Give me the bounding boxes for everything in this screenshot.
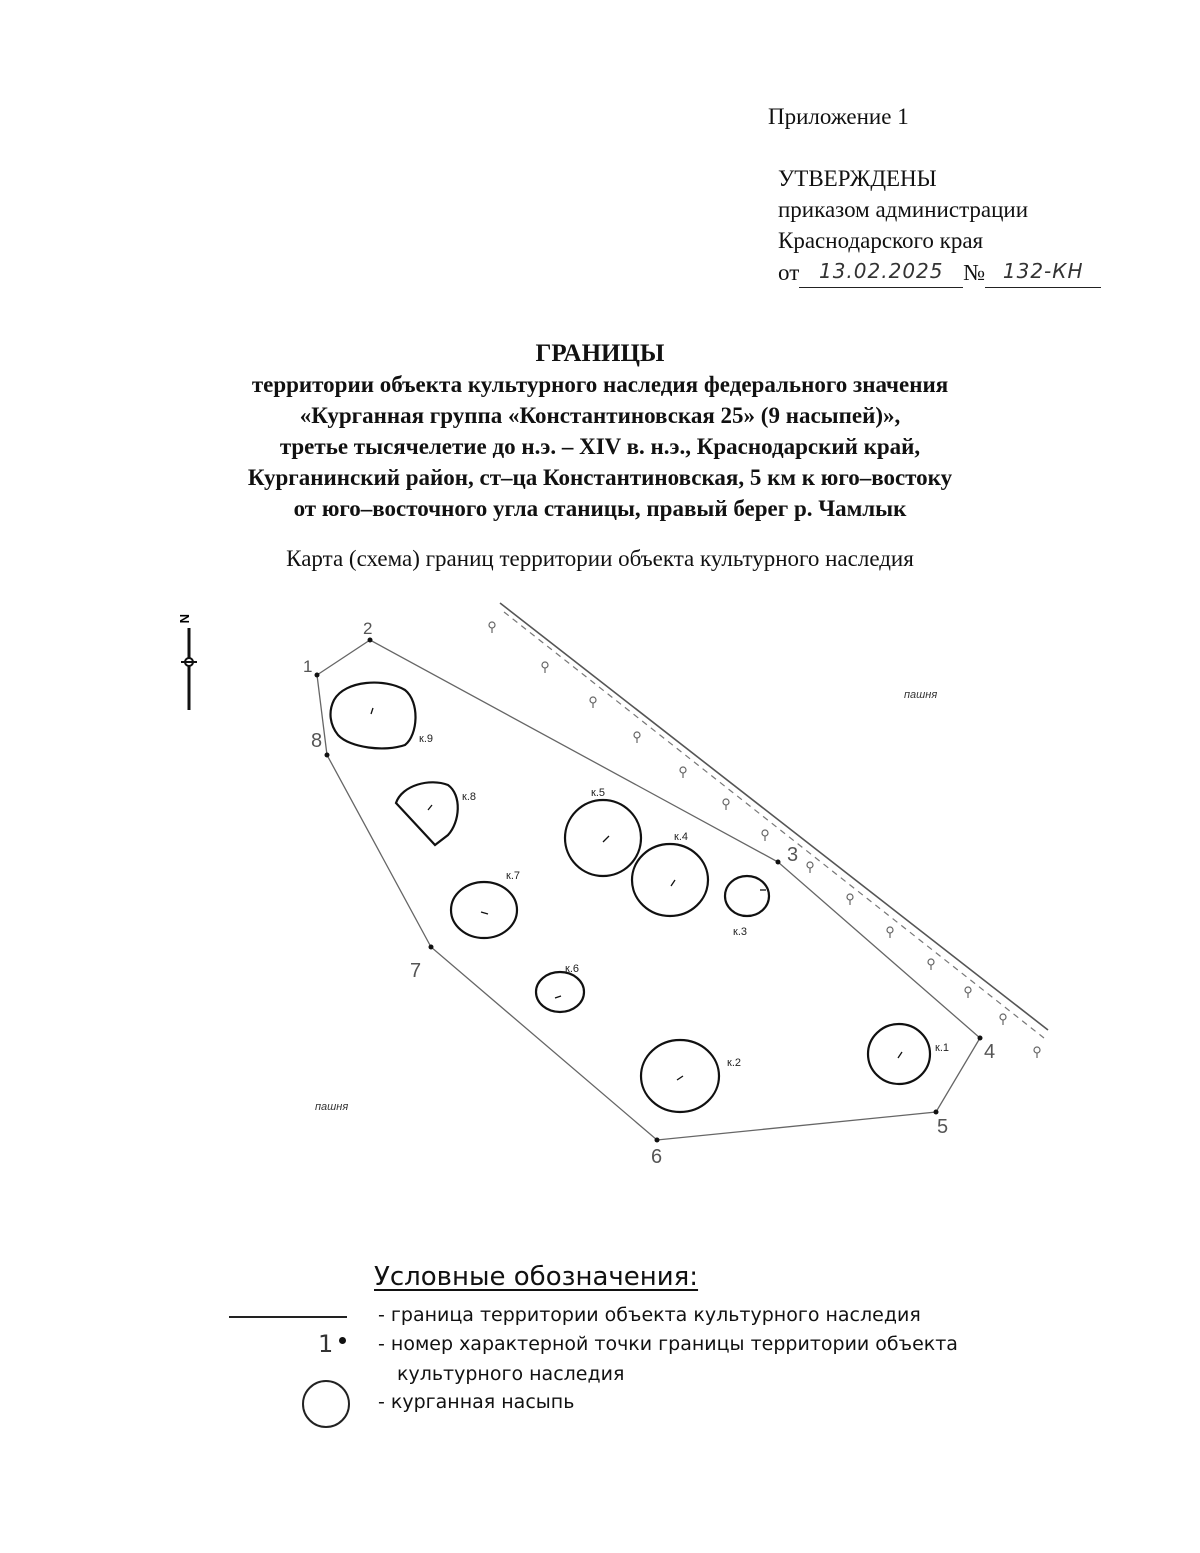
tree-icon (542, 662, 548, 673)
tree-icon (590, 697, 596, 708)
document-title (0, 338, 1200, 524)
point-label-6: 6 (651, 1146, 663, 1168)
legend-point-text-2: культурного наследия (397, 1363, 625, 1385)
mound-label-5: к.5 (591, 787, 605, 799)
legend-boundary-symbol (229, 1316, 347, 1318)
map-caption: Карта (схема) границ территории объекта культурного наследия (286, 546, 914, 571)
date-prefix: от (778, 260, 800, 285)
north-arrow-icon (177, 614, 197, 710)
mound-centers (371, 708, 902, 1080)
point-label-4: 4 (984, 1041, 996, 1063)
mound-8 (396, 782, 458, 845)
title-line-4: Курганинский район, ст–ца Константиновская, 5 км к юго–востоку (247, 465, 953, 490)
mound-9 (331, 683, 416, 749)
legend-title: Условные обозначения: (374, 1262, 699, 1292)
approval-block (778, 163, 1101, 288)
tree-icon (928, 959, 934, 970)
mound-label-7: к.7 (506, 870, 520, 882)
tree-symbols (489, 622, 1040, 1058)
order-date: 13.02.2025 (799, 256, 963, 288)
field-label-upper: пашня (904, 689, 938, 701)
tree-icon (1000, 1014, 1006, 1025)
boundary-map (0, 590, 1200, 1230)
legend-point-number: 1 (318, 1330, 334, 1358)
mound-3 (725, 876, 769, 916)
order-number: 132-КН (985, 256, 1101, 288)
mound-label-9: к.9 (419, 733, 433, 745)
order-line-1: приказом администрации (778, 197, 1029, 222)
tree-icon (723, 799, 729, 810)
mound-7 (451, 882, 517, 938)
mound-2 (641, 1040, 719, 1112)
point-label-3: 3 (787, 844, 799, 866)
tree-icon (762, 830, 768, 841)
point-label-7: 7 (410, 960, 422, 982)
mound-label-4: к.4 (674, 831, 688, 843)
mound-label-3: к.3 (733, 926, 747, 938)
tree-icon (1034, 1047, 1040, 1058)
point-label-2: 2 (363, 619, 373, 638)
appendix-label: Приложение 1 (768, 104, 909, 129)
river-bank (500, 603, 1048, 1038)
mound-4 (632, 844, 708, 916)
mound-label-2: к.2 (727, 1057, 741, 1069)
title-main: ГРАНИЦЫ (535, 340, 665, 367)
boundary-points (303, 619, 995, 1168)
tree-icon (634, 732, 640, 743)
legend-point-dot-icon (339, 1337, 346, 1344)
point-label-5: 5 (937, 1116, 949, 1138)
legend-mound-circle-icon (302, 1380, 350, 1428)
tree-icon (847, 894, 853, 905)
mound-label-8: к.8 (462, 791, 476, 803)
tree-icon (965, 987, 971, 998)
north-label: N (177, 614, 192, 624)
mound-5 (565, 800, 641, 876)
field-label-lower: пашня (315, 1101, 349, 1113)
legend-mound-text: - курганная насыпь (378, 1391, 575, 1413)
title-line-5: от юго–восточного угла станицы, правый берег р. Чамлык (293, 496, 907, 521)
point-label-8: 8 (311, 730, 323, 752)
approved-label: УТВЕРЖДЕНЫ (778, 166, 937, 191)
tree-icon (489, 622, 495, 633)
mound-1 (868, 1024, 930, 1084)
title-line-1: территории объекта культурного наследия федерального значения (251, 372, 949, 397)
mound-label-1: к.1 (935, 1042, 949, 1054)
title-line-2: «Курганная группа «Константиновская 25» (9 насыпей)», (299, 403, 901, 428)
mound-6 (536, 972, 584, 1012)
tree-icon (807, 862, 813, 873)
tree-icon (887, 927, 893, 938)
legend-boundary-text: - граница территории объекта культурного наследия (378, 1304, 921, 1326)
tree-icon (680, 767, 686, 778)
number-prefix: № (963, 260, 986, 285)
legend-point-text-1: - номер характерной точки границы территории объекта (378, 1333, 958, 1355)
order-line-2: Краснодарского края (778, 228, 984, 253)
title-line-3: третье тысячелетие до н.э. – XIV в. н.э., Краснодарский край, (279, 434, 921, 459)
order-date-number (778, 256, 1101, 288)
mounds (331, 683, 930, 1112)
point-label-1: 1 (303, 657, 313, 676)
mound-label-6: к.6 (565, 963, 579, 975)
